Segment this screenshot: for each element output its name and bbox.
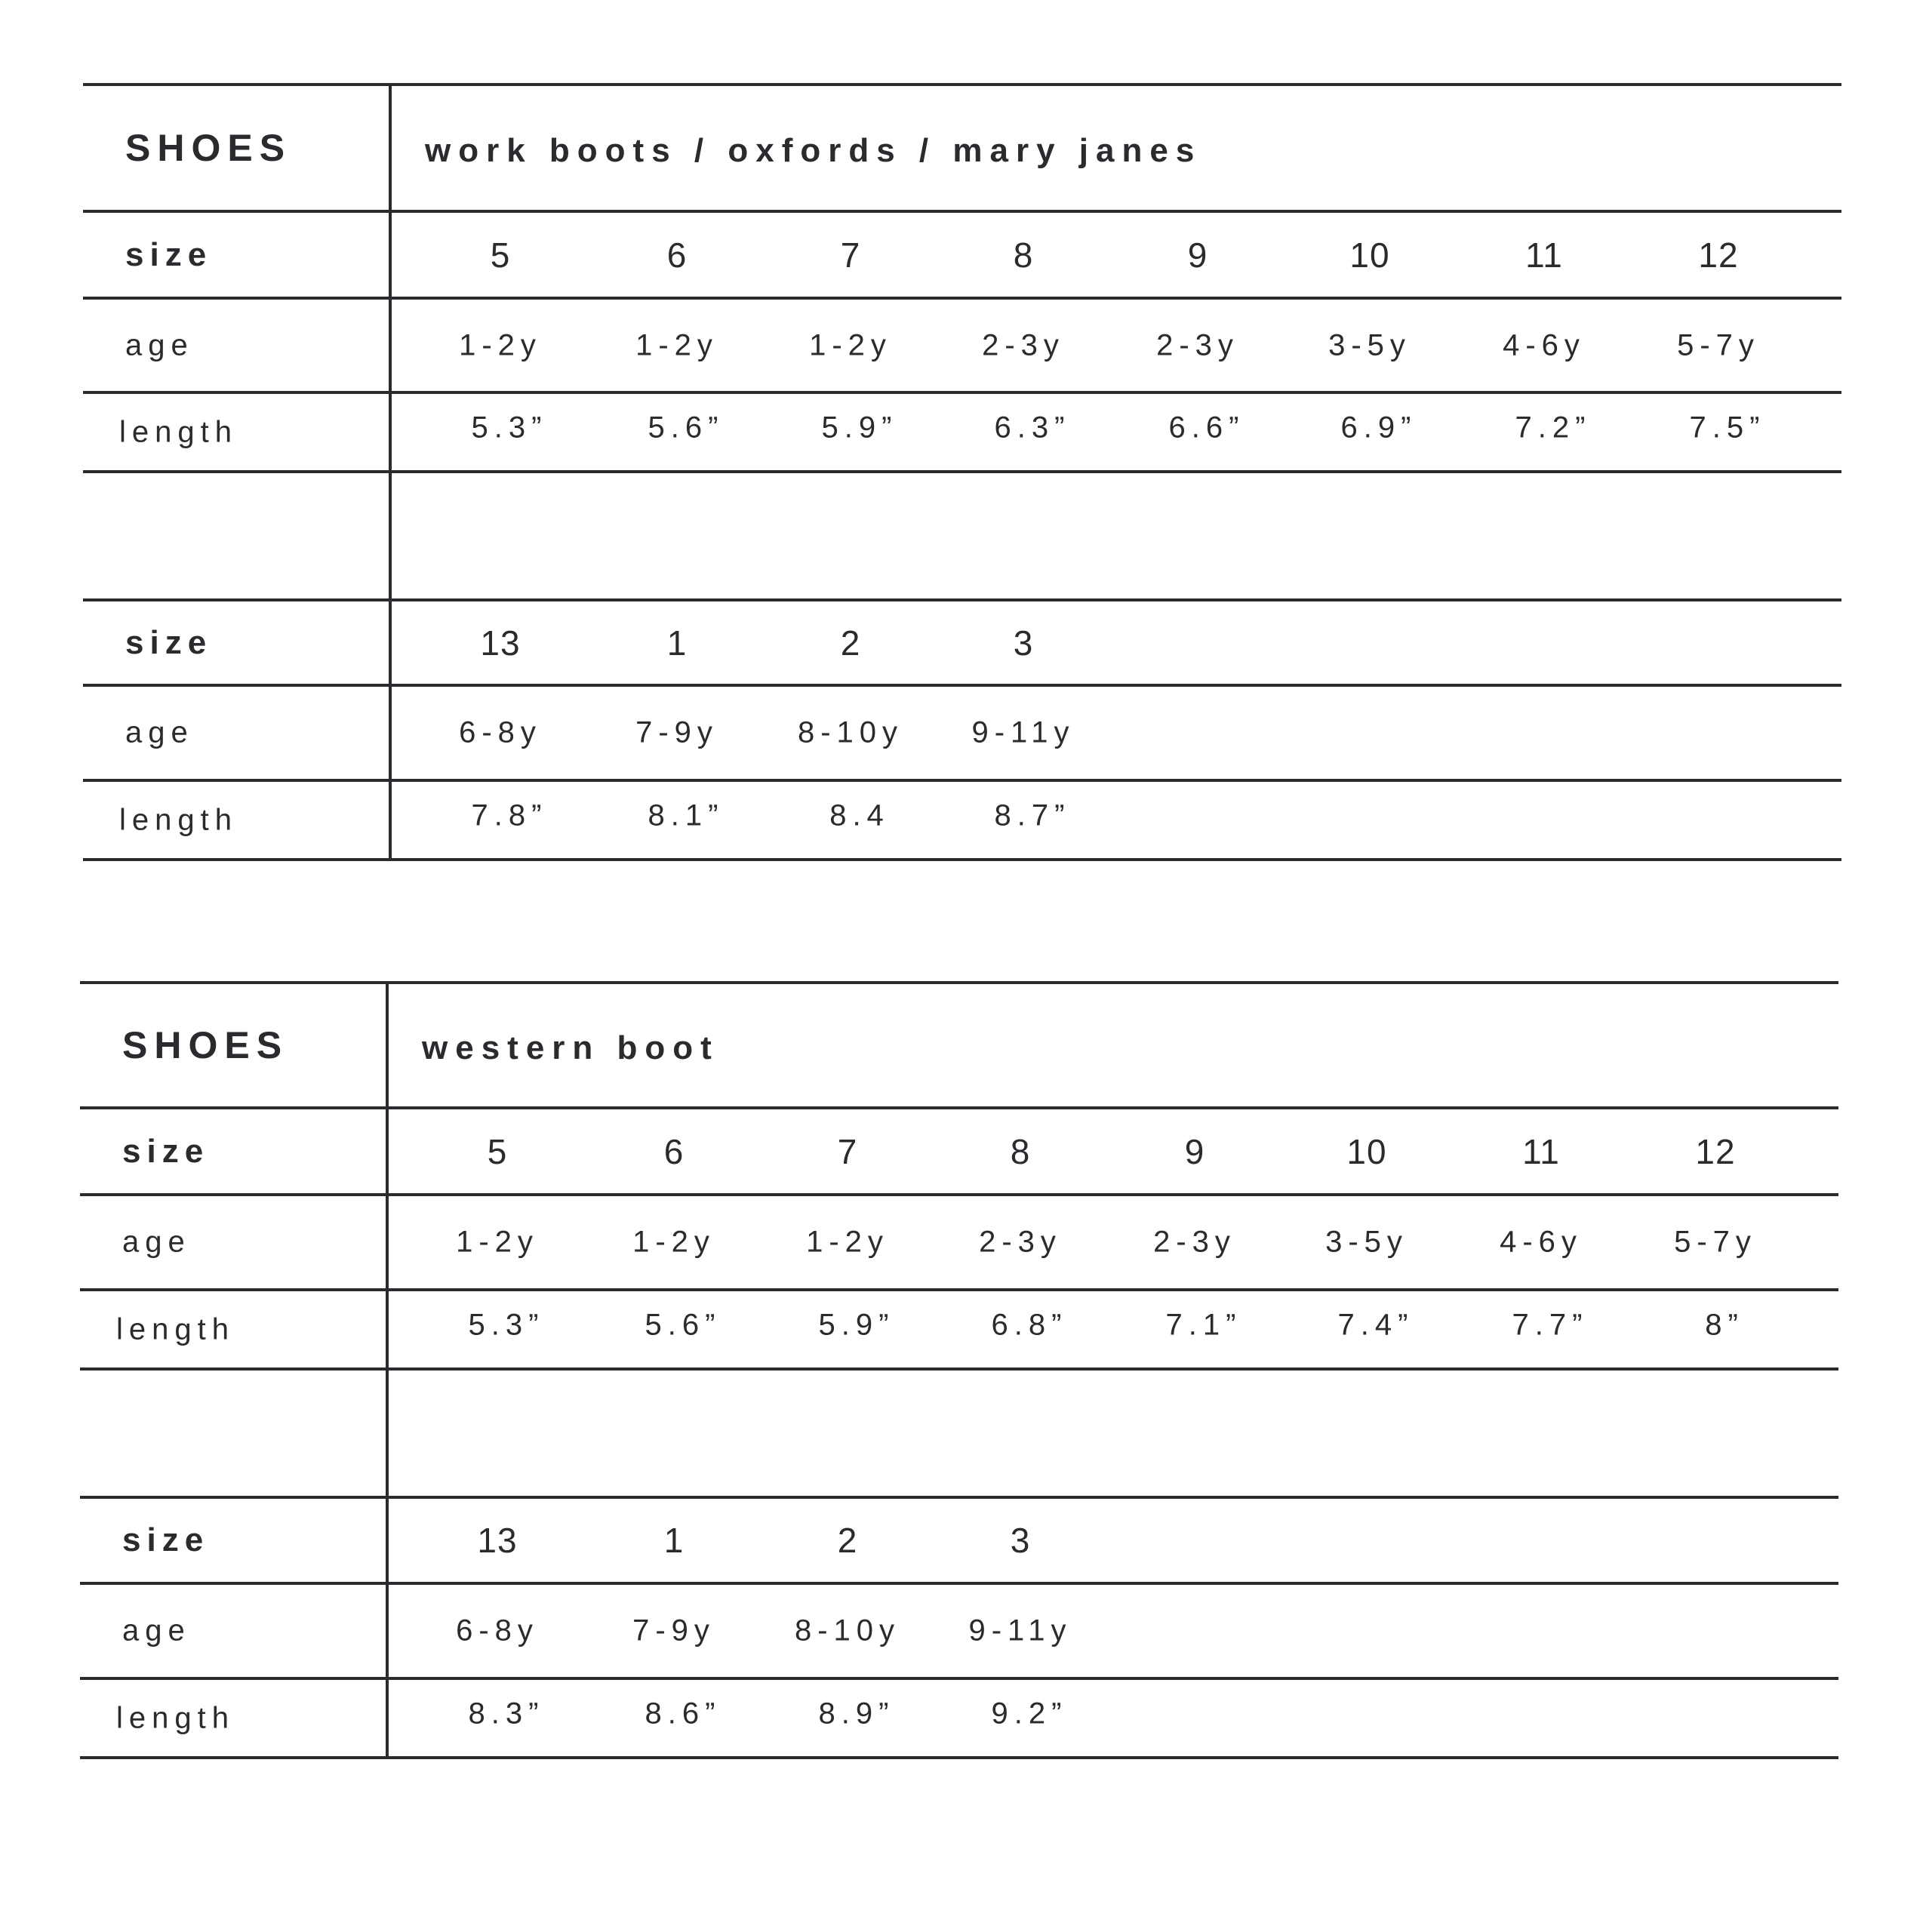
- age-value: 7-9y: [632, 1614, 715, 1647]
- size-value: 10: [1346, 1131, 1387, 1171]
- size-value: 7: [840, 235, 861, 275]
- size-value: 2: [840, 623, 861, 663]
- length-value: 6.3”: [994, 411, 1071, 444]
- size-row-label: size: [125, 235, 213, 273]
- age-value: 3-5y: [1325, 1225, 1408, 1259]
- length-value: 5.3”: [468, 1308, 545, 1341]
- size-value: 8: [1013, 235, 1034, 275]
- length-row-label: length: [116, 1701, 235, 1734]
- age-value: 3-5y: [1328, 328, 1411, 361]
- length-value: 6.6”: [1168, 411, 1245, 444]
- length-value: 7.7”: [1512, 1308, 1589, 1341]
- length-row-label: length: [116, 1312, 235, 1346]
- length-value: 5.9”: [818, 1308, 895, 1341]
- age-row-label: age: [125, 715, 194, 749]
- table-title: SHOES: [125, 127, 292, 169]
- age-row-label: age: [122, 1614, 191, 1647]
- age-value: 8-10y: [794, 1614, 901, 1647]
- table-rule: [80, 1496, 1838, 1499]
- length-value: 9.2”: [991, 1697, 1068, 1730]
- table-rule: [83, 684, 1841, 687]
- length-value: 8.1”: [648, 798, 725, 832]
- age-value: 5-7y: [1674, 1225, 1757, 1259]
- table-rule: [83, 470, 1841, 473]
- age-value: 1-2y: [456, 1225, 539, 1259]
- size-value: 9: [1184, 1131, 1205, 1171]
- size-value: 2: [837, 1521, 858, 1560]
- table-rule: [83, 391, 1841, 394]
- table-rule: [80, 1288, 1838, 1291]
- length-value: 8.9”: [818, 1697, 895, 1730]
- size-row-label: size: [125, 623, 213, 661]
- size-value: 5: [487, 1131, 508, 1171]
- age-value: 1-2y: [806, 1225, 889, 1259]
- table-subtitle: western boot: [422, 1029, 719, 1066]
- size-row-label: size: [122, 1132, 210, 1170]
- length-value: 5.3”: [471, 411, 548, 444]
- age-value: 5-7y: [1677, 328, 1760, 361]
- age-value: 9-11y: [971, 715, 1075, 749]
- length-value: 8.7”: [994, 798, 1071, 832]
- age-row-label: age: [122, 1225, 191, 1259]
- age-value: 8-10y: [797, 715, 904, 749]
- table-rule: [83, 779, 1841, 782]
- table-subtitle: work boots / oxfords / mary janes: [425, 132, 1202, 169]
- length-value: 7.2”: [1515, 411, 1592, 444]
- size-value: 9: [1187, 235, 1208, 275]
- size-value: 13: [477, 1521, 518, 1560]
- length-value: 6.8”: [991, 1308, 1068, 1341]
- age-value: 2-3y: [1153, 1225, 1236, 1259]
- age-value: 2-3y: [1156, 328, 1239, 361]
- length-value: 5.6”: [648, 411, 725, 444]
- length-value: 7.4”: [1337, 1308, 1414, 1341]
- size-value: 11: [1522, 1131, 1560, 1171]
- age-value: 1-2y: [809, 328, 892, 361]
- size-value: 11: [1525, 235, 1563, 275]
- length-value: 7.1”: [1165, 1308, 1242, 1341]
- length-value: 5.6”: [645, 1308, 721, 1341]
- age-value: 7-9y: [635, 715, 718, 749]
- length-row-label: length: [119, 415, 238, 448]
- table-rule: [83, 858, 1841, 861]
- age-value: 2-3y: [979, 1225, 1062, 1259]
- age-value: 6-8y: [459, 715, 542, 749]
- size-value: 13: [480, 623, 521, 663]
- table-rule: [80, 1367, 1838, 1371]
- table-rule: [83, 297, 1841, 300]
- length-value: 7.5”: [1689, 411, 1766, 444]
- length-value: 6.9”: [1340, 411, 1417, 444]
- size-value: 7: [837, 1131, 858, 1171]
- age-row-label: age: [125, 328, 194, 361]
- table-rule: [80, 1106, 1838, 1109]
- table-rule: [83, 210, 1841, 213]
- table-rule: [80, 1756, 1838, 1759]
- table-rule: [80, 1677, 1838, 1680]
- length-value: 7.8”: [471, 798, 548, 832]
- size-value: 1: [663, 1521, 685, 1560]
- age-value: 2-3y: [982, 328, 1065, 361]
- table-rule: [80, 1582, 1838, 1585]
- age-value: 6-8y: [456, 1614, 539, 1647]
- length-value: 8”: [1705, 1308, 1744, 1341]
- size-value: 12: [1698, 235, 1739, 275]
- table-title: SHOES: [122, 1024, 289, 1066]
- length-value: 8.4: [829, 798, 890, 832]
- table-rule: [83, 83, 1841, 86]
- age-value: 1-2y: [459, 328, 542, 361]
- table-rule: [80, 1193, 1838, 1196]
- size-value: 5: [490, 235, 511, 275]
- size-value: 8: [1010, 1131, 1031, 1171]
- length-value: 5.9”: [821, 411, 898, 444]
- column-divider: [386, 983, 389, 1758]
- size-value: 3: [1010, 1521, 1031, 1560]
- size-value: 1: [666, 623, 688, 663]
- size-value: 6: [663, 1131, 685, 1171]
- table-rule: [80, 981, 1838, 984]
- size-value: 3: [1013, 623, 1034, 663]
- age-value: 1-2y: [632, 1225, 715, 1259]
- size-value: 6: [666, 235, 688, 275]
- size-value: 10: [1349, 235, 1390, 275]
- age-value: 1-2y: [635, 328, 718, 361]
- size-row-label: size: [122, 1521, 210, 1558]
- size-value: 12: [1695, 1131, 1736, 1171]
- length-value: 8.6”: [645, 1697, 721, 1730]
- age-value: 4-6y: [1503, 328, 1586, 361]
- table-rule: [83, 598, 1841, 601]
- length-row-label: length: [119, 803, 238, 836]
- age-value: 9-11y: [968, 1614, 1072, 1647]
- length-value: 8.3”: [468, 1697, 545, 1730]
- age-value: 4-6y: [1500, 1225, 1583, 1259]
- column-divider: [389, 85, 392, 860]
